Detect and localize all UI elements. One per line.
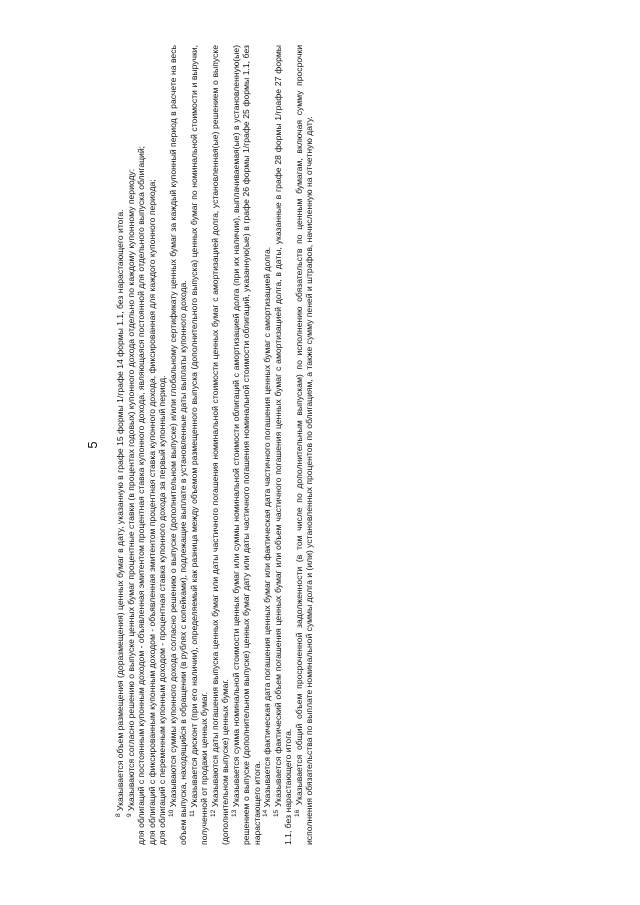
footnote [262,45,273,845]
page-number: 5 [85,441,100,449]
footnote-text: Указывается общий объем просроченной задолженности (в том числе по дополнительным выпускам) по исполнению обязательств по ценным бумагам, включая сумму просрочки исполнения обязательства по выплате номинальной суммы долга и (или) установленных процентов по облигациям, а также сумму пеней и штрафов, начисленную на отчетную дату. [293,45,314,845]
footnote [189,45,210,845]
footnote-marker: 10 [167,809,175,817]
rotated-page [85,45,605,845]
footnote-text: Указывается объем размещения (доразмещения) ценных бумаг в дату, указанную в графе 15 формы 1/графе 14 формы 1.1, без нарастающего итога. [115,209,125,814]
footnote-text: Указывается фактический объем погашения ценных бумаг или объем частичного погашения ценных бумаг с амортизацией долга, в даты, указанные в графе 28 формы 1/графе 27 формы 1.1, без нарастающего итога. [272,45,293,845]
footnote [126,45,137,845]
footnote-text: Указываются согласно решению о выпуске ценных бумаг процентные ставки (в процентах годовых) купонного дохода отдельно по каждому купонному периоду: [125,168,136,814]
footnote [273,45,294,845]
footnote-marker: 16 [293,809,301,817]
footnote-text: Указывается дисконт (при его наличии), определяемый как разница между объемом размещенного выпуска (дополнительного выпуска) ценных бумаг по номинальной стоимости и выручки, полученной от продажи ценных бумаг. [188,45,209,845]
footnote [115,45,126,845]
footnote [168,45,189,845]
footnote-marker: 9 [125,813,133,817]
footnote-text: для облигаций с постоянным купонным доходом - объявленная эмитентом процентная ставка купонного дохода, являющаяся постоянной для отдельного выпуска облигаций; [136,145,146,845]
footnotes [115,45,315,845]
footnote-marker: 12 [209,809,217,817]
footnote-text: для облигаций с переменным купонным доходом - процентная ставка купонного дохода за первый купонный период. [157,375,167,845]
footnote-marker: 14 [262,809,269,817]
footnote [136,45,147,845]
footnote-marker: 8 [115,813,122,817]
footnote-text: Указываются суммы купонного дохода согласно решению о выпуске (дополнительном выпуске) и/или глобальному сертификату ценных бумаг за каждый купонный период в расчете на весь объем выпуска, находящийся в обращении (в рублях с копейками), подлежащие выплате в установленные даты выплаты купонного дохода. [167,45,188,845]
footnote [210,45,231,845]
footnote-text: для облигаций с фиксированным купонным доходом - объявленная эмитентом процентная ставка купонного дохода, фиксированная для каждого купонного периода; [146,179,157,845]
footnote-text: Указывается сумма номинальной стоимости ценных бумаг или суммы номинальной стоимости облигаций с амортизацией долга (при их наличии), выплачиваемая(ые) в установленную(ые) решением о выпуске (дополнительном выпуске) ценных бумаг дату или даты частичного погашения номинальной стоимости облигаций, указанную(ые) в графе 26 формы 1/графе 25 формы 1.1, без нарастающего итога. [230,45,262,845]
footnote [147,45,158,845]
footnote-marker: 13 [230,809,238,817]
footnote-text: Указываются даты погашения выпуска ценных бумаг или даты частичного погашения номинальной стоимости ценных бумаг с амортизацией долга, установленная(ые) решением о выпуске (дополнительном выпуске) ценных бумаг. [209,45,230,845]
footnote [231,45,263,845]
footnote [157,45,168,845]
footnote-marker: 15 [272,809,280,817]
footnote-text: Указывается фактическая дата погашения ценных бумаг или фактическая дата частичного погашения ценных бумаг с амортизацией долга. [262,246,272,810]
footnote [294,45,315,845]
footnote-marker: 11 [188,810,196,817]
